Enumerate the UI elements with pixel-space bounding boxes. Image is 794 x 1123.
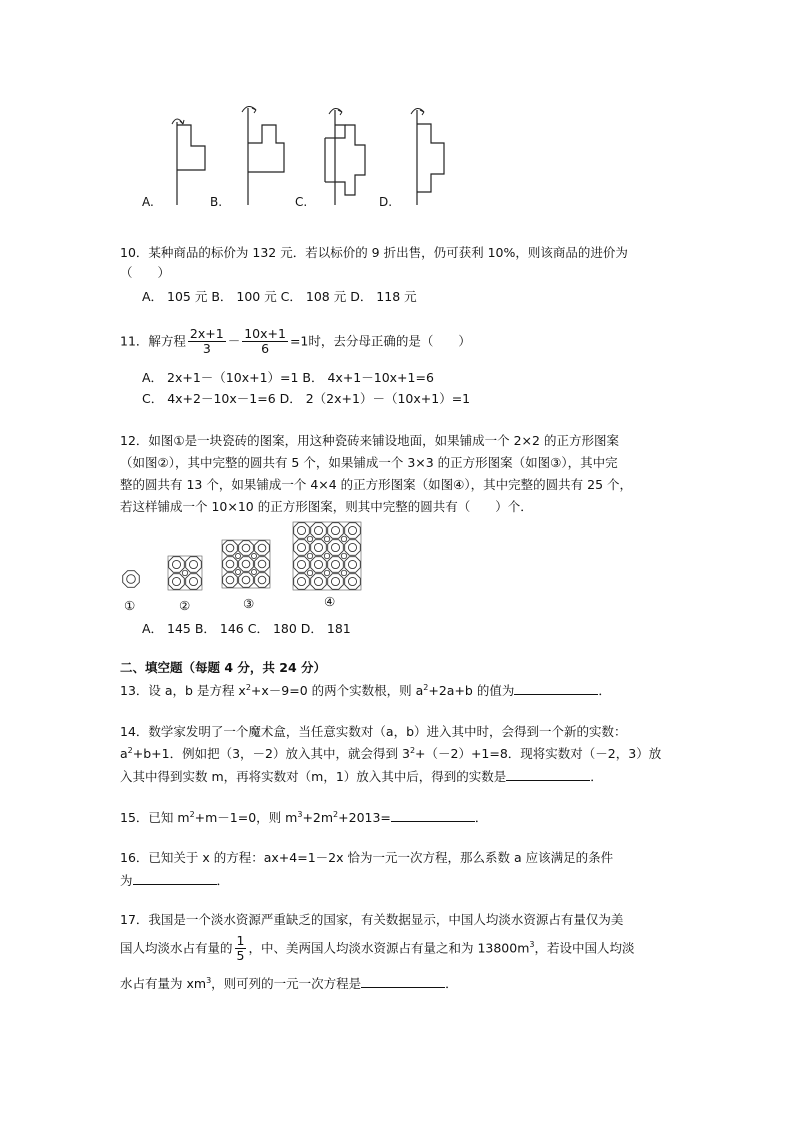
tile-circle [226,576,234,584]
tile-octagon [311,540,327,556]
q12-options: A． 145 B． 146 C． 180 D． 181 [142,621,351,636]
tile-joint-circle [251,569,256,574]
q15-sup-1: 2 [189,809,195,819]
tile-octagon [294,540,310,556]
tile-joint-circle [324,570,329,575]
tile-circle [348,560,356,568]
q15-end: ． [474,810,488,825]
tile-octagon [311,557,327,573]
tile-circle [331,560,339,568]
tile-circle [314,526,322,534]
tile-circle [242,544,250,552]
tile-circle [258,544,266,552]
q9-option-b-label: B. [210,195,223,209]
q14-line-2 [120,746,661,761]
tile-octagon [255,557,270,572]
q17-l3-a: 水占有量为 xm [120,976,207,991]
q11-options-row-2: C． 4x+2－10x－1=6 D． 2（2x+1）－（10x+1）=1 [142,391,471,406]
q15-text-b: +m－1=0，则 m [194,810,298,825]
q11-frac1-numerator: 2x+1 [189,326,224,341]
tile-figure-3 [222,540,270,588]
q11-frac1-denominator: 3 [202,341,211,357]
tile-joint-circle [341,536,346,541]
q11-stem [120,327,471,357]
tile-octagon [239,573,254,588]
q17-line-2 [120,934,635,964]
tile-joint-circle [307,570,312,575]
question-13 [120,682,611,698]
q12-fig-label-4: ④ [324,594,336,609]
q14-l2-b: +b+1．例如把（3，－2）放入其中，就会得到 3 [132,746,410,761]
tile-octagon [239,541,254,556]
tile-joint-circle [341,570,346,575]
q14-answer-blank[interactable] [506,768,590,781]
tile-circle [258,576,266,584]
q17-frac-numerator: 1 [236,933,245,948]
tile-octagon [294,523,310,539]
tile-circle [226,544,234,552]
tile-octagon [328,523,344,539]
q14-l2-sup-1: 2 [127,745,133,755]
q14-line-3 [120,768,603,784]
tile-joint-circle [235,569,240,574]
tile-circle [297,577,305,585]
q10-paren: （ ） [120,265,171,280]
tile-octagon [345,574,361,590]
q11-options-row-1: A． 2x+1－（10x+1）=1 B． 4x+1－10x+1=6 [142,370,434,385]
q15-answer-blank[interactable] [391,809,475,822]
tile-joint-circle [324,536,329,541]
tile-octagon [123,571,140,588]
q17-end: ． [445,976,458,991]
q17-l2-a: 国人均淡水占有量的 [120,940,233,956]
tile-circle [189,560,197,568]
tile-octagon [294,574,310,590]
tile-octagon [328,557,344,573]
q12-fig-label-2: ② [179,598,191,613]
tile-joint-circle [251,553,256,558]
tile-circle [331,526,339,534]
q17-l3-b: ，则可列的一元一次方程是 [211,976,362,991]
q11-suffix: =1时，去分母正确的是（ ） [289,333,471,349]
q13-sup-1: 2 [245,682,251,692]
q17-answer-blank[interactable] [361,975,445,988]
q16-l2-text: 为 [120,873,133,888]
tile-circle [189,577,197,585]
q9-option-c-label: C. [295,195,308,209]
tile-joint-circle [341,553,346,558]
q15-text-c: +2m [302,810,334,825]
q12-line-4: 若这样铺成一个 10×10 的正方形图案，则其中完整的圆共有（ ）个． [120,499,533,514]
q17-frac-denominator: 5 [236,948,245,964]
q14-end: ． [590,769,603,784]
q15-sup-3: 2 [333,809,339,819]
tile-circle [314,560,322,568]
tile-joint-circle [182,570,187,575]
q13-end: ． [598,683,611,698]
q17-l2-c: ，若设中国人均淡 [534,940,635,956]
q12-tile-figures [118,520,378,600]
q12-line-1: 12．如图①是一块瓷砖的图案，用这种瓷砖来铺设地面，如果铺成一个 2×2 的正方形图案 [120,433,619,448]
tile-circle [226,560,234,568]
q15-text-a: 15．已知 m [120,810,190,825]
q14-l2-a: a [120,746,128,761]
tile-octagon [294,557,310,573]
tile-circle [348,526,356,534]
tile-joint-circle [235,553,240,558]
q12-line-3: 整的圆共有 13 个，如果铺成一个 4×4 的正方形图案（如图④），其中完整的圆共有 25 个， [120,477,632,492]
q14-l2-sup-2: 2 [409,745,416,755]
tile-octagon [345,523,361,539]
q10-options: A． 105 元 B． 100 元 C． 108 元 D． 118 元 [142,289,417,304]
q9-option-d-label: D. [379,195,393,209]
tile-circle [172,560,180,568]
q11-fraction-1 [188,327,226,357]
q11-prefix: 11．解方程 [120,333,186,349]
q15-text-d: +2013= [338,810,391,825]
tile-circle [314,577,322,585]
tile-circle [348,543,356,551]
tile-circle [242,576,250,584]
q15-sup-2: 3 [297,809,303,819]
q17-fraction [235,934,247,964]
tile-figure-4 [293,522,361,590]
tile-circle [297,560,305,568]
tile-octagon [186,574,202,590]
q17-l2-b: ，中、美两国人均淡水资源占有量之和为 13800m [248,940,530,956]
tile-octagon [169,557,185,573]
q13-text-c: +2a+b 的值为 [428,683,515,698]
tile-figure-1 [123,571,140,588]
q16-line-1: 16．已知关于 x 的方程：ax+4=1－2x 恰为一元一次方程，那么系数 a 应该满足的条件 [120,850,614,865]
q17-l3-sup: 3 [206,975,212,985]
tile-circle [331,577,339,585]
tile-circle [331,543,339,551]
tile-octagon [169,574,185,590]
tile-figure-2 [168,556,202,590]
tile-circle [314,543,322,551]
tile-circle [242,560,250,568]
q13-sup-2: 2 [423,682,429,692]
q11-fraction-2 [242,327,288,357]
q11-minus: － [227,333,241,349]
q12-fig-label-3: ③ [243,596,255,611]
q13-text-b: +x－9=0 的两个实数根，则 a [250,683,424,698]
q10-stem: 10．某种商品的标价为 132 元．若以标价的 9 折出售，仍可获利 10%，则该商品的进价为 [120,245,628,260]
tile-octagon [311,523,327,539]
q17-line-1: 17．我国是一个淡水资源严重缺乏的国家，有关数据显示，中国人均淡水资源占有量仅为美 [120,912,624,927]
q14-l3-text: 入其中得到实数 m，再将实数对（m，1）放入其中后，得到的实数是 [120,769,507,784]
tile-octagon [345,540,361,556]
q16-answer-blank[interactable] [133,872,217,885]
tile-circle [348,577,356,585]
q9-figure-a [165,100,225,210]
q16-line-2 [120,872,229,888]
q9-option-a-label: A. [142,195,154,209]
section-2-title: 二、填空题（每题 4 分，共 24 分） [120,660,327,675]
tile-octagon [328,574,344,590]
tile-circle [127,575,136,584]
q13-answer-blank[interactable] [514,682,598,695]
tile-joint-circle [307,536,312,541]
question-15 [120,809,487,825]
q14-l2-c: +（－2）+1=8．现将实数对（－2，3）放 [415,746,662,761]
tile-joint-circle [324,553,329,558]
tile-octagon [345,557,361,573]
tile-octagon [223,573,238,588]
q9-figure-c [320,100,380,210]
tile-circle [258,560,266,568]
q17-line-3 [120,975,458,991]
tile-circle [297,543,305,551]
tile-circle [172,577,180,585]
tile-octagon [223,541,238,556]
q9-figure-b [236,100,296,210]
tile-circle [297,526,305,534]
q11-frac2-denominator: 6 [261,341,270,357]
tile-octagon [239,557,254,572]
q14-line-1: 14．数学家发明了一个魔术盒，当任意实数对（a，b）进入其中时，会得到一个新的实数： [120,724,627,739]
tile-octagon [311,574,327,590]
q12-fig-label-1: ① [124,598,136,613]
q11-frac2-numerator: 10x+1 [244,326,286,341]
tile-octagon [186,557,202,573]
q13-text-a: 13．设 a，b 是方程 x [120,683,246,698]
tile-octagon [255,573,270,588]
tile-octagon [223,557,238,572]
q12-line-2: （如图②），其中完整的圆共有 5 个，如果铺成一个 3×3 的正方形图案（如图③），其中完 [120,455,618,470]
q17-l2-sup: 3 [529,940,535,950]
q9-figure-d [402,100,462,210]
tile-octagon [255,541,270,556]
tile-joint-circle [307,553,312,558]
q16-end: ． [216,873,230,888]
tile-octagon [328,540,344,556]
